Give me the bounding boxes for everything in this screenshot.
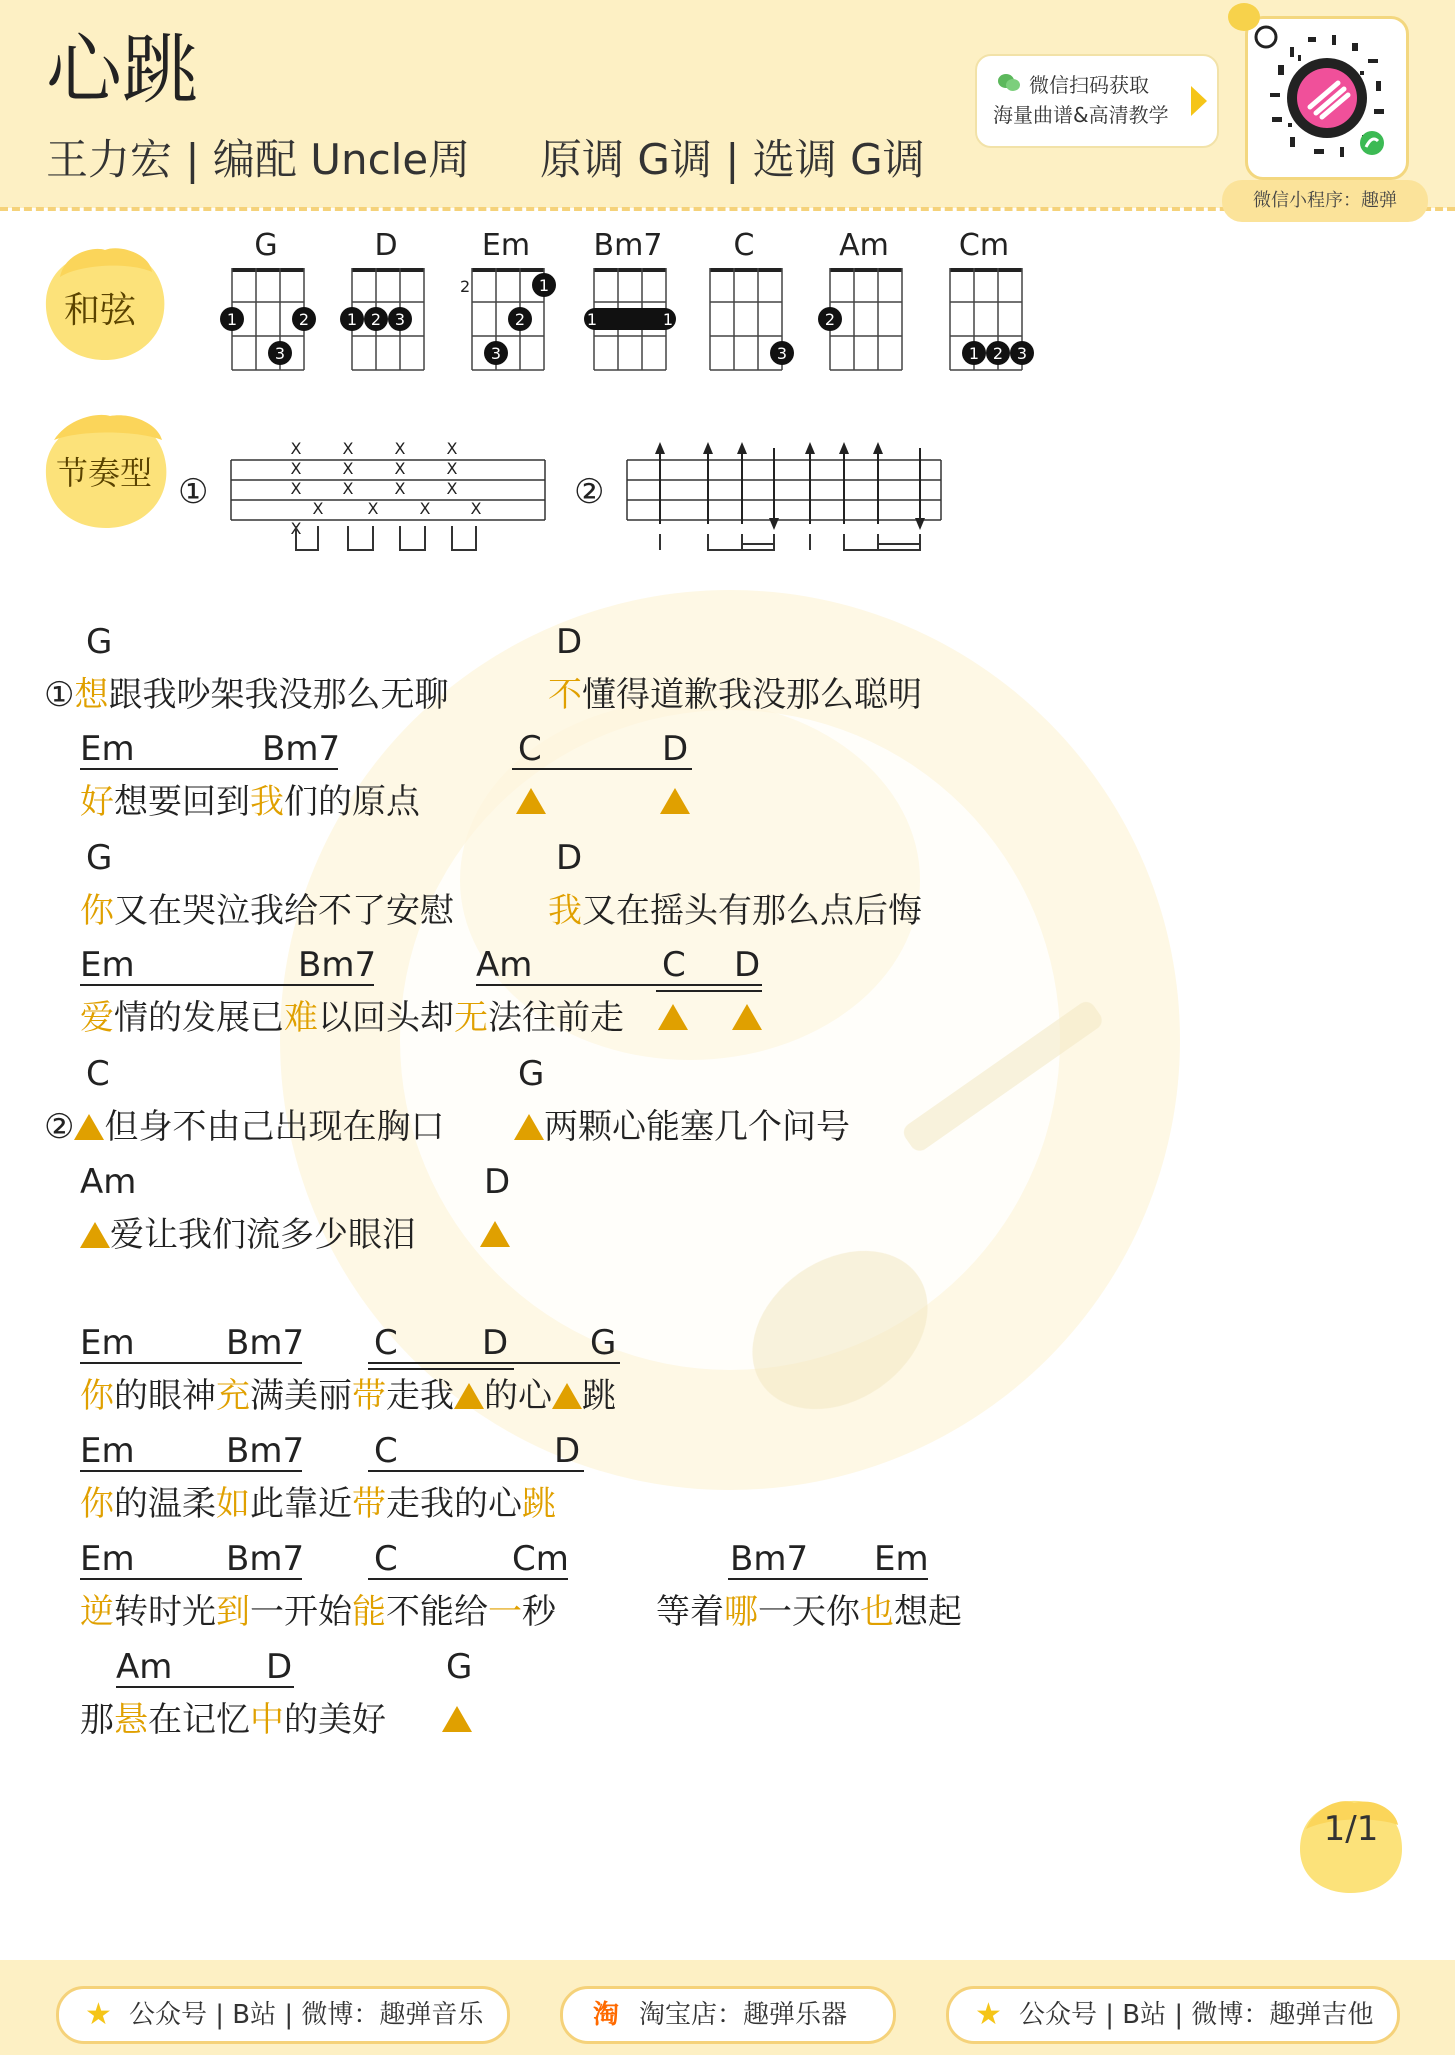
lyric-text: 们的原点 [284,782,420,822]
lyric-line-1 [44,673,448,717]
lyric-text: 满美丽 [250,1376,352,1416]
lyric-accent: 想 [74,675,109,715]
lyric-line-9b [656,1590,962,1634]
chord-label: C [86,1054,110,1094]
finger-number: 3 [394,310,406,329]
chord-label: C [374,1323,398,1363]
lyric-text: 但身不由己出现在胸口 [104,1107,445,1147]
chord-underline [80,768,338,770]
finger-number: 1 [586,310,598,329]
lyric-accent: 你 [80,891,114,931]
svg-text:X: X [342,459,354,478]
chord-underline [80,1578,302,1580]
chord-diagram [936,262,1036,372]
chord-label: Bm7 [226,1323,305,1363]
finger-number: 3 [776,344,788,363]
lyric-text: 在记忆 [148,1700,250,1740]
chord-label: Cm [512,1539,569,1579]
lyric-line-9 [80,1590,556,1634]
chord-label: G [86,622,113,662]
verse-marker: ② [44,1107,75,1147]
chord-diagram [458,262,558,372]
chord-line-3 [86,836,112,880]
lyric-accent: 中 [250,1700,284,1740]
chord-line-7 [80,1321,135,1365]
chord-label: Em [80,1431,135,1471]
lyric-accent: 悬 [114,1700,148,1740]
chord-line-5b [518,1052,544,1096]
lyric-accent: 逆 [80,1592,114,1632]
chord-label: Bm7 [298,945,377,985]
strum-triangle-icon [514,1114,544,1140]
artist-arranger: 王力宏 | 编配 Uncle周 [46,135,471,184]
chord-line-10c [446,1645,472,1689]
lyric-accent: 爱 [80,998,114,1038]
lyric-text: 的温柔 [114,1484,216,1524]
svg-text:X: X [290,479,302,498]
chord-label: G [590,1323,617,1363]
chord-name: D [374,228,398,263]
svg-text:X: X [470,499,482,518]
strum-triangle-icon [454,1383,484,1409]
chevron-right-icon [1191,86,1207,116]
chord-label: Em [80,729,135,769]
footer-link-music-label: 公众号 | B站 | 微博：趣弹音乐 [129,2000,484,2030]
finger-number: 1 [226,310,238,329]
lyric-accent: 你 [80,1376,114,1416]
chord-label: Em [80,1323,135,1363]
chord-label: D [556,622,583,662]
lyric-line-2 [80,780,420,824]
chord-line-2 [80,727,135,771]
mini-program-label: 微信小程序：趣弹 [1222,180,1428,222]
lyric-accent: 我 [548,891,582,931]
chord-label: C [374,1539,398,1579]
strum-triangle-icon [552,1383,582,1409]
lyric-line-3 [80,889,454,933]
lyric-accent: 跳 [522,1484,556,1524]
wechat-promo-line1: 微信扫码获取 [1029,73,1149,97]
lyric-text: 懂得道歉我没那么聪明 [582,675,922,715]
chord-label: D [556,838,583,878]
chord-underline [512,768,692,770]
svg-text:X: X [290,519,302,538]
lyric-text: 又在哭泣我给不了安慰 [114,891,454,931]
strum-triangle-icon [442,1706,472,1732]
chord-line-9f [874,1537,929,1581]
svg-text:X: X [342,479,354,498]
chord-line-4c [476,943,532,987]
lyric-accent: 无 [454,998,488,1038]
chord-label: C [662,945,686,985]
wechat-promo-button[interactable] [975,54,1219,148]
star-icon: ★ [85,1997,112,2032]
chord-underline [80,1470,302,1472]
footer-link-taobao-label: 淘宝店：趣弹乐器 [639,2000,848,2030]
strum-triangle-icon [80,1222,110,1248]
finger-number: 3 [490,344,502,363]
chord-name: Em [481,228,531,263]
chord-underline [80,1362,302,1364]
lyric-accent: 也 [860,1592,894,1632]
chord-line-2b [262,727,340,771]
lyric-text: 一开始 [250,1592,352,1632]
footer-link-guitar[interactable] [946,1986,1400,2044]
chord-underline [368,1362,620,1364]
finger-number: 1 [662,310,674,329]
lyric-text: 想起 [894,1592,962,1632]
chord-line-8c [374,1429,398,1473]
rhythm-2-marker: ② [574,472,605,512]
chord-line-8 [80,1429,135,1473]
chord-label: D [662,729,689,769]
lyric-line-4 [80,996,624,1040]
chord-line-6b [484,1160,510,1204]
chord-underline [80,984,374,986]
rhythm-pattern-1 [228,440,548,560]
finger-number: 2 [992,344,1004,363]
lyric-text: 走我 [386,1376,454,1416]
chord-line-9d [512,1537,569,1581]
chords-label: 和弦 [64,290,137,331]
chord-label: C [518,729,542,769]
chord-name: C [733,228,755,263]
chord-line-2c [518,727,542,771]
lyric-accent: 能 [352,1592,386,1632]
chord-name: G [254,228,278,263]
chord-line-7c [374,1321,398,1365]
lyric-text: 的美好 [284,1700,386,1740]
chord-line-7b [226,1321,304,1365]
key-info: 原调 G调 | 选调 G调 [540,135,925,184]
lyric-text: 跳 [582,1376,616,1416]
chord-line-10b [266,1645,292,1689]
lyric-line-7 [80,1374,616,1418]
chord-label: Am [476,945,533,985]
lyric-text: 秒 [522,1592,556,1632]
chord-label: G [86,838,113,878]
lyric-accent: 好 [80,782,114,822]
chord-diagram [816,262,916,372]
lyric-accent: 如 [216,1484,250,1524]
chord-label: C [374,1431,398,1471]
chord-line-3b [556,836,582,880]
lyric-accent: 你 [80,1484,114,1524]
chord-label: Am [116,1647,173,1687]
wechat-promo-line2: 海量曲谱&高清教学 [993,103,1169,127]
taobao-icon: 淘 [593,2000,620,2030]
lyric-accent: 我 [250,782,284,822]
strum-triangle-icon [658,1004,688,1030]
chord-underline [476,984,762,986]
lyric-accent: 带 [352,1376,386,1416]
chord-line-9 [80,1537,135,1581]
svg-text:X: X [446,440,458,458]
chord-underline [368,1470,584,1472]
chord-diagram [696,262,796,372]
lyric-text: 又在摇头有那么点后悔 [582,891,922,931]
chord-line-5 [86,1052,110,1096]
svg-text:X: X [312,499,324,518]
strum-triangle-icon [732,1004,762,1030]
qr-code-icon [1248,19,1406,177]
chord-label: Em [80,1539,135,1579]
svg-text:X: X [290,459,302,478]
chord-underline [116,1686,294,1688]
fret-label: 2 [460,277,471,296]
rhythm-label: 节奏型 [56,454,153,492]
chord-line-4 [80,943,135,987]
chord-label: Bm7 [226,1431,305,1471]
chord-label: Am [80,1162,137,1202]
lyric-line-8 [80,1482,556,1526]
lyric-text: 此靠近 [250,1484,352,1524]
chord-name: Am [839,228,889,263]
strum-triangle-icon [74,1114,104,1140]
chord-line-1 [86,620,112,664]
strum-triangle-icon [516,788,546,814]
chord-underline [368,1368,514,1370]
lyric-text: 想要回到 [114,782,250,822]
chord-line-4d [662,943,686,987]
chord-underline [728,1578,928,1580]
svg-text:X: X [394,459,406,478]
lyric-accent: 到 [216,1592,250,1632]
lyric-line-10 [80,1698,386,1742]
rhythm-1-marker: ① [178,472,209,512]
chord-diagram [218,262,318,372]
chord-line-10 [116,1645,172,1689]
lyric-text: 法往前走 [488,998,624,1038]
chord-name: Cm [958,228,1010,263]
chord-label: Bm7 [730,1539,809,1579]
lyric-text: 爱让我们流多少眼泪 [110,1215,416,1255]
strum-triangle-icon [660,788,690,814]
chord-label: Em [80,945,135,985]
chord-line-8d [554,1429,580,1473]
finger-number: 1 [538,276,550,295]
chord-line-7d [482,1321,508,1365]
finger-number: 2 [298,310,310,329]
finger-number: 3 [1016,344,1028,363]
chord-line-9c [374,1537,398,1581]
chord-line-1b [556,620,582,664]
lyric-line-1b [548,673,922,717]
svg-text:X: X [290,440,302,458]
chord-line-4b [298,943,376,987]
lyric-line-5b [514,1105,850,1149]
lyric-text: 的眼神 [114,1376,216,1416]
finger-number: 2 [370,310,382,329]
chord-label: Em [874,1539,929,1579]
lyric-accent: 难 [284,998,318,1038]
chord-line-4e [734,943,760,987]
lyric-text: 的心 [484,1376,552,1416]
chord-label: D [484,1162,511,1202]
page-number: 1/1 [1323,1809,1379,1849]
chord-label: G [518,1054,545,1094]
chord-line-9b [226,1537,304,1581]
chord-label: D [554,1431,581,1471]
footer-link-taobao[interactable] [560,1986,896,2044]
svg-text:X: X [419,499,431,518]
lyric-text: 那 [80,1700,114,1740]
lyric-accent: 充 [216,1376,250,1416]
lyric-text: 一天你 [758,1592,860,1632]
chord-label: D [266,1647,293,1687]
lyric-text: 转时光 [114,1592,216,1632]
chord-label: Bm7 [262,729,341,769]
svg-text:X: X [446,479,458,498]
corner-bow-icon [1226,0,1262,34]
lyric-text: 等着 [656,1592,724,1632]
song-title: 心跳 [46,25,198,114]
chord-label: Bm7 [226,1539,305,1579]
lyric-text: 不能给 [386,1592,488,1632]
lyric-text: 情的发展已 [114,998,284,1038]
rhythm-pattern-2 [624,440,944,560]
lyric-line-3b [548,889,922,933]
chord-line-8b [226,1429,304,1473]
chord-line-7e [590,1321,616,1365]
strum-triangle-icon [480,1221,510,1247]
finger-number: 3 [274,344,286,363]
lyric-line-6 [80,1213,416,1257]
chord-underline [368,1578,568,1580]
chord-line-9e [730,1537,808,1581]
chord-label: D [482,1323,509,1363]
footer-link-music[interactable] [56,1986,510,2044]
chord-underline [656,990,762,992]
finger-number: 1 [968,344,980,363]
chord-line-2d [662,727,688,771]
chord-diagram [338,262,438,372]
lyric-line-5 [44,1105,444,1149]
footer-link-guitar-label: 公众号 | B站 | 微博：趣弹吉他 [1019,2000,1374,2030]
star-icon: ★ [975,1997,1002,2032]
chord-line-6 [80,1160,136,1204]
svg-text:X: X [342,440,354,458]
lyric-text: 跟我吵架我没那么无聊 [108,675,449,715]
chord-label: D [734,945,761,985]
svg-text:X: X [394,440,406,458]
lyric-accent: 带 [352,1484,386,1524]
wechat-icon [997,72,1021,94]
lyric-text: 以回头却 [318,998,454,1038]
verse-marker: ① [44,675,75,715]
lyric-text: 走我的心 [386,1484,522,1524]
lyric-accent: 不 [548,675,582,715]
lyric-text: 两颗心能塞几个问号 [544,1107,850,1147]
finger-number: 2 [824,310,836,329]
chord-name: Bm7 [593,228,663,263]
svg-text:X: X [367,499,379,518]
lyric-accent: 一 [488,1592,522,1632]
chord-label: G [446,1647,473,1687]
svg-text:X: X [394,479,406,498]
chord-diagram [580,262,680,372]
svg-text:X: X [446,459,458,478]
qr-code[interactable] [1245,16,1409,180]
finger-number: 1 [346,310,358,329]
lyric-accent: 哪 [724,1592,758,1632]
finger-number: 2 [514,310,526,329]
